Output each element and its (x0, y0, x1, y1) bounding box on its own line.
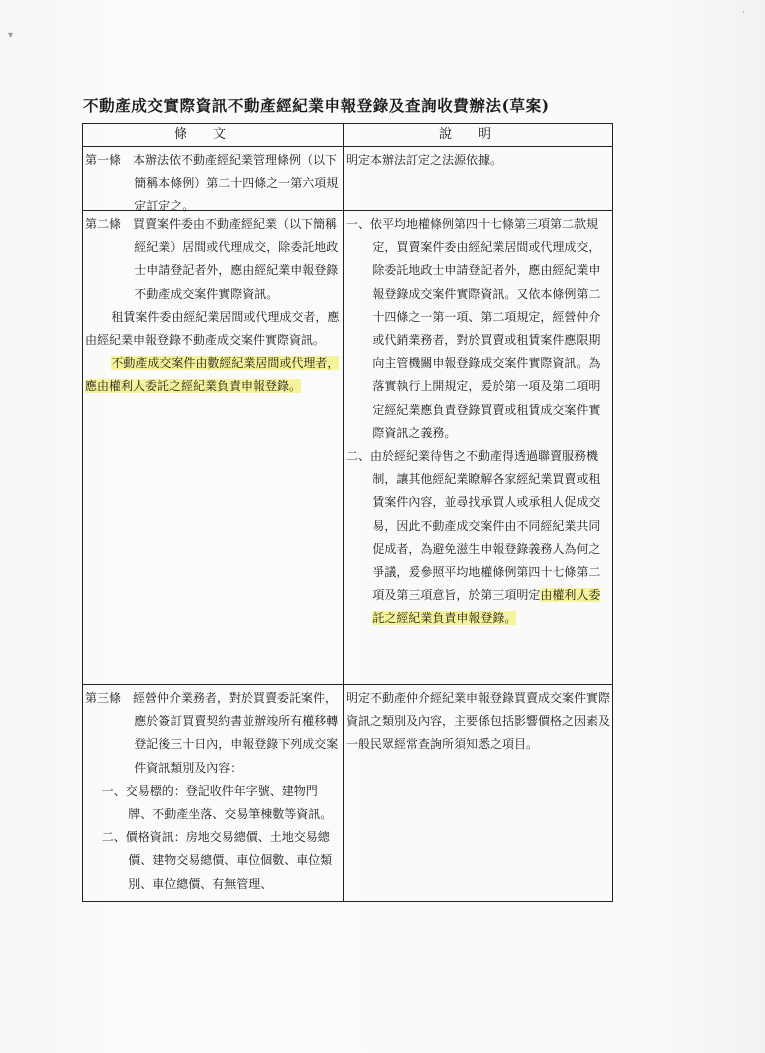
article-cell (83, 211, 344, 685)
explanation-cell (344, 211, 613, 685)
table-row (83, 147, 613, 211)
article-1-text: 第一條 本辦法依不動產經紀業管理條例（以下簡稱本條例）第二十四條之一第六項規定訂定之。 (85, 153, 339, 214)
explanation-2-item-1: 一、依平均地權條例第四十七條第三項第二款規定，買賣案件委由經紀業居間或代理成交，除委託地政士申請登記者外，應由經紀業申報登錄成交案件實際資訊。又依本條例第二十四條之一第一項、第二項規定，經營仲介或代銷業務者，對於買賣或租賃案件應限期向主管機關申報登錄成交案件實際資訊。為落實執行上開規定，爰於第一項及第二項明定經紀業應負責登錄買賣或租賃成交案件實際資訊之義務。 (346, 217, 601, 440)
scan-speck: · (742, 8, 746, 19)
highlighted-text: 由權利人委託之經紀業負責申報登錄。 (372, 588, 601, 626)
header-explanation: 說明 (344, 124, 613, 147)
explanation-cell (344, 147, 613, 211)
article-3-text: 第三條 經營仲介業務者，對於買賣委託案件，應於簽訂買賣契約書並辦竣所有權移轉登記後三十日內，申報登錄下列成交案件資訊類別及內容： (85, 691, 339, 775)
scan-speck: ▾ (8, 30, 14, 41)
explanation-3-text: 明定不動產仲介經紀業申報登錄買賣成交案件實際資訊之類別及內容，主要係包括影響價格之因素及一般民眾經常查詢所須知悉之項目。 (346, 691, 611, 752)
article-2-paragraph-2: 租賃案件委由經紀業居間或代理成交者，應由經紀業申報登錄不動產成交案件實際資訊。 (85, 309, 340, 348)
article-3-item-2: 二、價格資訊：房地交易總價、土地交易總價、建物交易總價、車位個數、車位類別、車位總價、有無管理、 (101, 830, 333, 891)
regulation-table (82, 123, 613, 902)
explanation-cell (344, 685, 613, 902)
highlighted-text: 不動產成交案件由數經紀業居間或代理者，應由權利人委託之經紀業負責申報登錄。 (85, 356, 340, 394)
article-cell (83, 685, 344, 902)
explanation-2-item-2 (346, 445, 610, 631)
explanation-1-text: 明定本辦法訂定之法源依據。 (346, 153, 503, 167)
table-header-row (83, 124, 613, 147)
article-3-item-1: 一、交易標的：登記收件年字號、建物門牌、不動產坐落、交易筆棟數等資訊。 (101, 783, 333, 822)
header-articles: 條文 (83, 124, 344, 147)
article-2-text: 第二條 買賣案件委由不動產經紀業（以下簡稱經紀業）居間或代理成交，除委託地政士申請登記者外，應由經紀業申報登錄不動產成交案件實際資訊。 (85, 217, 339, 301)
table-row (83, 211, 613, 685)
explanation-2-item-2-text: 二、由於經紀業待售之不動產得透過聯賣服務機制，讓其他經紀業瞭解各家經紀業買賣或租賃案件內容，並尋找承買人或承租人促成交易，因此不動產成交案件由不同經紀業共同促成者，為避免滋生申報登錄義務人為何之爭議，爰參照平均地權條例第四十七條第二項及第三項意旨，於第三項明定 (346, 449, 601, 603)
article-cell (83, 147, 344, 214)
document-title: 不動產成交實際資訊不動產經紀業申報登錄及查詢收費辦法(草案) (83, 96, 550, 115)
table-row (83, 685, 613, 902)
